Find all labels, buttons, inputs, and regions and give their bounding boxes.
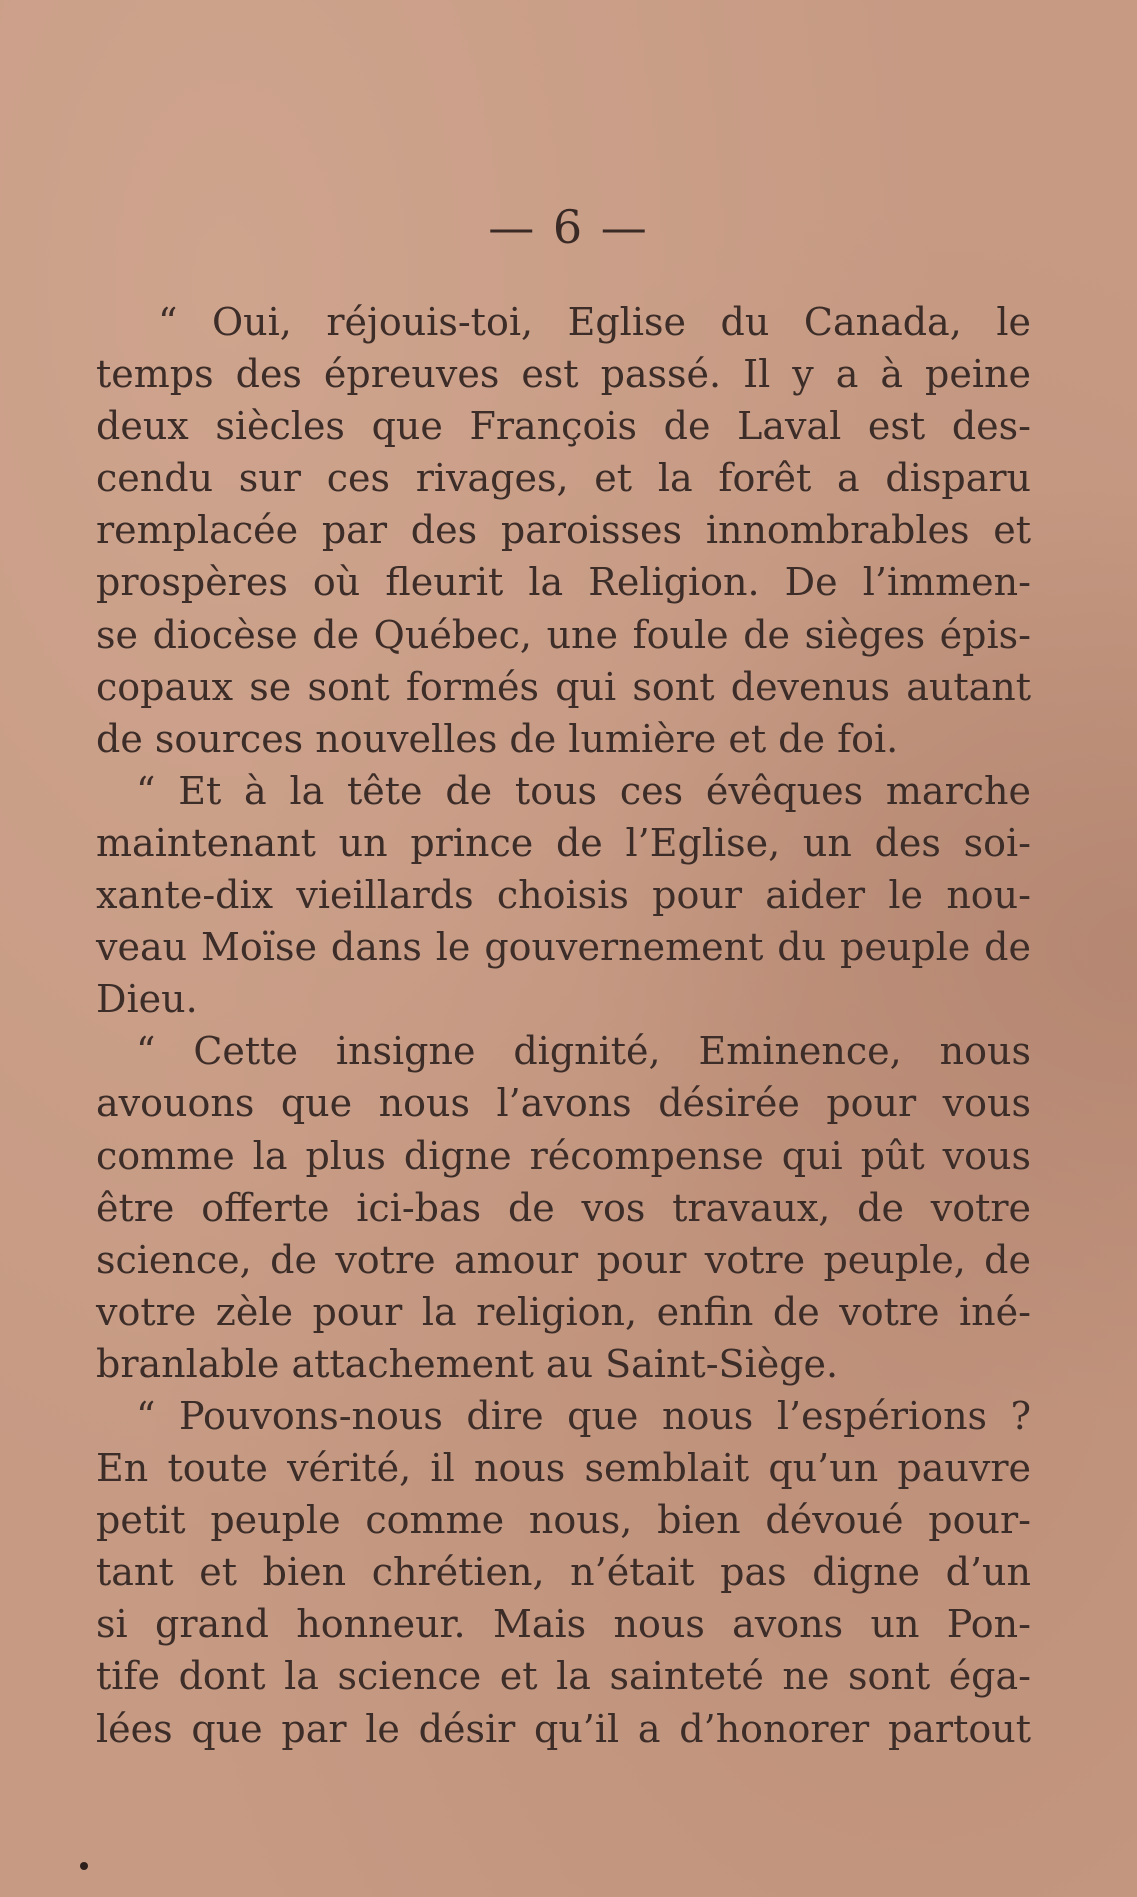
text-line: xante-dix vieillards choisis pour aider le nou- [96,873,1031,918]
text-line: être offerte ici-bas de vos travaux, de votre [96,1185,1031,1230]
text-line: de sources nouvelles de lumière et de foi. [96,716,899,761]
text-line: veau Moïse dans le gouvernement du peuple de [96,925,1031,970]
text-line: “ Pouvons-nous dire que nous l’espérions ? [136,1393,1031,1438]
text-line: copaux se sont formés qui sont devenus autant [96,664,1031,709]
text-line: “ Cette insigne dignité, Eminence, nous [136,1029,1031,1074]
text-line: En toute vérité, il nous semblait qu’un pauvre [96,1446,1031,1491]
text-line: “ Et à la tête de tous ces évêques marche [136,768,1031,813]
text-line: comme la plus digne récompense qui pût vous [96,1133,1031,1178]
text-line: se diocèse de Québec, une foule de sièges épis- [96,612,1031,657]
text-line: “ Oui, réjouis-toi, Eglise du Canada, le [158,300,1031,344]
text-line: prospères où fleurit la Religion. De l’immen- [96,560,1031,605]
text-line: si grand honneur. Mais nous avons un Pon- [96,1602,1031,1647]
text-line: cendu sur ces rivages, et la forêt a disparu [96,456,1031,501]
body-text [96,296,1031,1755]
text-line: avouons que nous l’avons désirée pour vous [96,1081,1031,1126]
text-line: tant et bien chrétien, n’était pas digne d’un [96,1550,1031,1595]
text-line: maintenant un prince de l’Eglise, un des soi- [96,820,1031,865]
text-line: remplacée par des paroisses innombrables et [96,508,1031,553]
text-line: deux siècles que François de Laval est des- [96,404,1031,449]
text-line: tife dont la science et la sainteté ne sont éga- [96,1654,1031,1699]
text-line: branlable attachement au Saint-Siège. [96,1341,839,1386]
text-line: lées que par le désir qu’il a d’honorer partout [96,1706,1031,1751]
text-line: petit peuple comme nous, bien dévoué pour- [96,1498,1031,1543]
text-line: science, de votre amour pour votre peuple, de [96,1237,1031,1282]
text-line: votre zèle pour la religion, enfin de votre iné- [96,1289,1031,1334]
text-line: temps des épreuves est passé. Il y a à peine [96,352,1031,397]
ink-speck [80,1862,88,1870]
text-line: Dieu. [96,977,198,1022]
page-number: — 6 — [488,200,649,254]
